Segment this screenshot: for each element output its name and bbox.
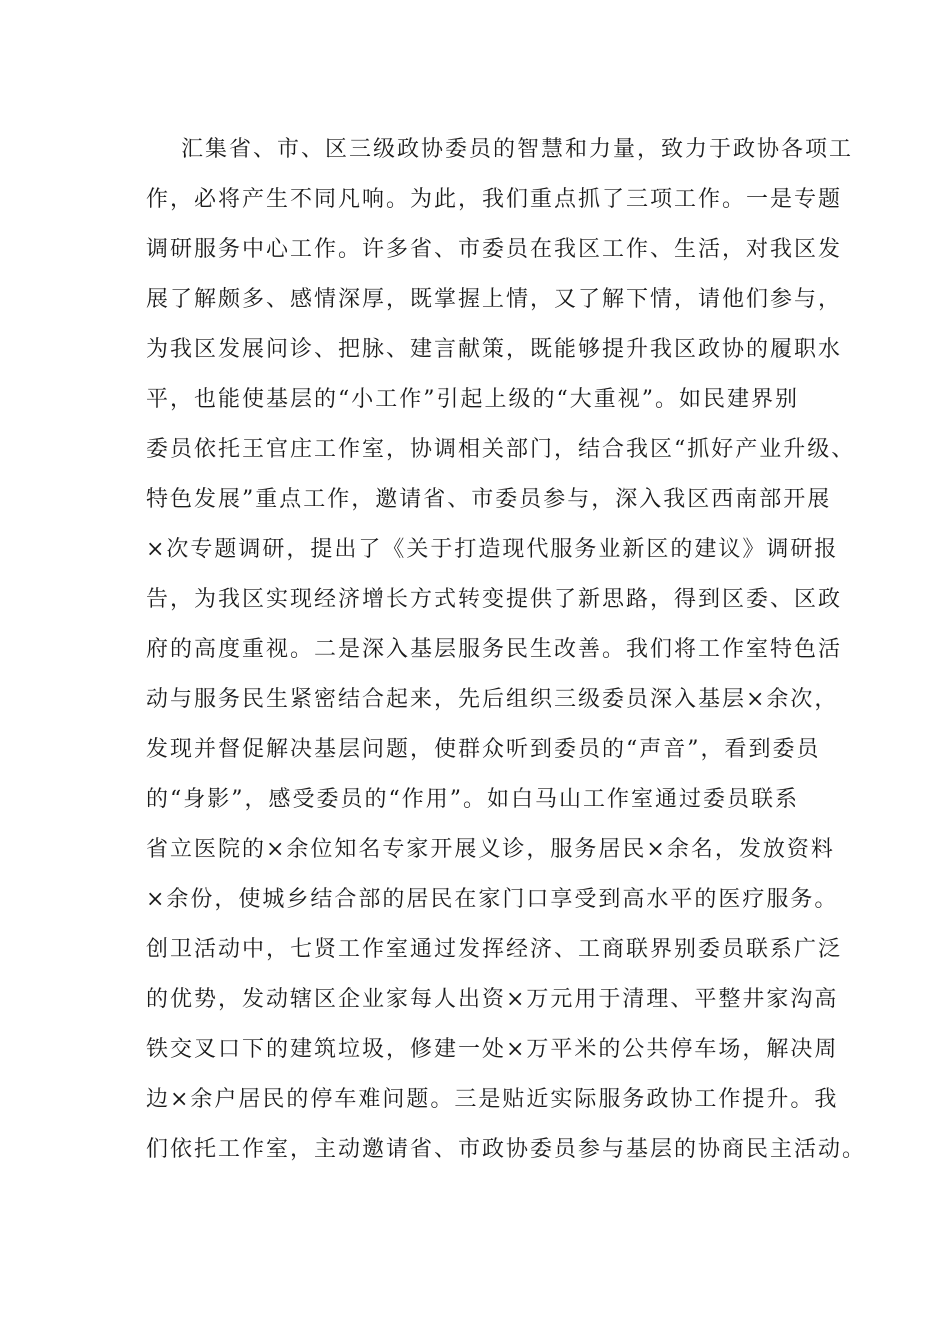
paragraph-line: 们依托工作室，主动邀请省、市政协委员参与基层的协商民主活动。: [146, 1137, 867, 1162]
paragraph-line: 动与服务民生紧密结合起来，先后组织三级委员深入基层×余次，: [146, 687, 839, 712]
paragraph-line: 的优势，发动辖区企业家每人出资×万元用于清理、平整井家沟高: [146, 987, 839, 1012]
paragraph-line: 展了解颇多、感情深厚，既掌握上情，又了解下情，请他们参与，: [146, 287, 843, 312]
paragraph-line: 发现并督促解决基层问题，使群众听到委员的“声音”，看到委员: [146, 737, 821, 762]
paragraph-line: 为我区发展问诊、把脉、建言献策，既能够提升我区政协的履职水: [146, 337, 843, 362]
paragraph-line: 铁交叉口下的建筑垃圾，修建一处×万平米的公共停车场，解决周: [146, 1037, 839, 1062]
paragraph-line: 平，也能使基层的“小工作”引起上级的“大重视”。如民建界别: [146, 387, 799, 412]
paragraph-line: 告，为我区实现经济增长方式转变提供了新思路，得到区委、区政: [146, 587, 843, 612]
paragraph-line: ×次专题调研，提出了《关于打造现代服务业新区的建议》调研报: [146, 537, 839, 562]
paragraph-line: 的“身影”，感受委员的“作用”。如白马山工作室通过委员联系: [146, 787, 799, 812]
paragraph-line: 作，必将产生不同凡响。为此，我们重点抓了三项工作。一是专题: [146, 187, 843, 212]
paragraph-line: ×余份，使城乡结合部的居民在家门口享受到高水平的医疗服务。: [146, 887, 839, 912]
paragraph-line: 创卫活动中，七贤工作室通过发挥经济、工商联界别委员联系广泛: [146, 937, 843, 962]
paragraph-line: 府的高度重视。二是深入基层服务民生改善。我们将工作室特色活: [146, 637, 843, 662]
paragraph-line: 委员依托王官庄工作室，协调相关部门，结合我区“抓好产业升级、: [146, 437, 856, 462]
paragraph-line: 汇集省、市、区三级政协委员的智慧和力量，致力于政协各项工: [181, 137, 854, 162]
paragraph-line: 特色发展”重点工作，邀请省、市委员参与，深入我区西南部开展: [146, 487, 832, 512]
paragraph-line: 省立医院的×余位知名专家开展义诊，服务居民×余名，发放资料: [146, 837, 835, 862]
paragraph-line: 边×余户居民的停车难问题。三是贴近实际服务政协工作提升。我: [146, 1087, 839, 1112]
paragraph-line: 调研服务中心工作。许多省、市委员在我区工作、生活，对我区发: [146, 237, 843, 262]
